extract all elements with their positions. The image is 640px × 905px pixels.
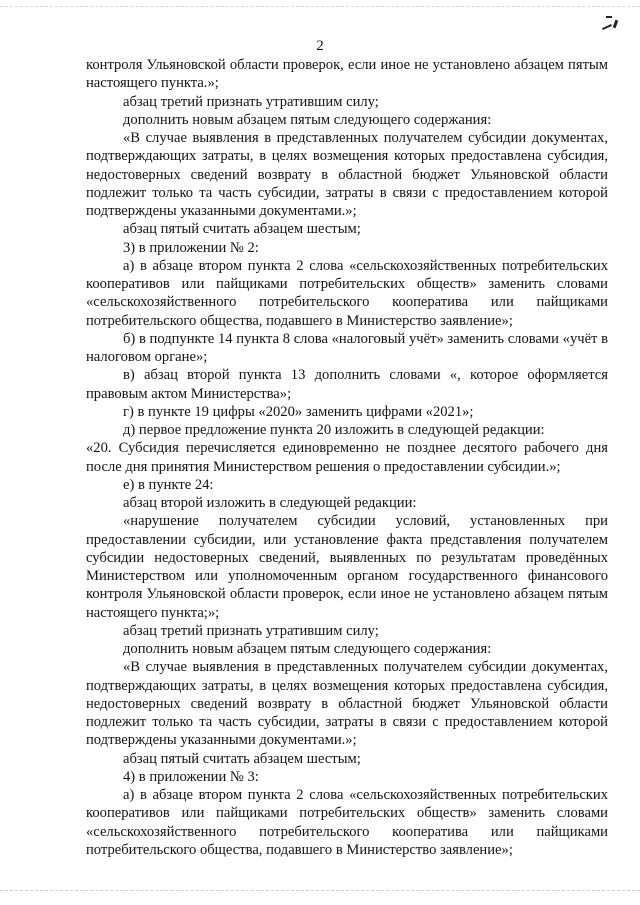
scan-edge-bottom [0, 890, 640, 895]
paragraph: «В случае выявления в представленных получателем субсидии документах, подтверждающих затраты, в целях возмещения которых предоставлена субсидия, недостоверных сведений возврату в областной бюджет Ульяновской области подлежит только та часть субсидии, затраты в связи с предоставлением которой подтверждены указанными документами.»; [86, 659, 608, 749]
paragraph: а) в абзаце втором пункта 2 слова «сельскохозяйственных потребительских кооперативов или пайщиками потребительских обществ» заменить словами «сельскохозяйственного потребительского кооператива или пайщиками потребительского общества, подавшего в Министерство заявление»; [86, 257, 608, 329]
paragraph: в) абзац второй пункта 13 дополнить словами «, которое оформляется правовым актом Министерства»; [86, 367, 608, 402]
paragraph: 4) в приложении № 3: [123, 768, 259, 785]
paragraph: дополнить новым абзацем пятым следующего содержания: [123, 641, 492, 657]
scan-edge-top [0, 6, 640, 11]
paragraph: д) первое предложение пункта 20 изложить в следующей редакции: [123, 422, 545, 438]
page-number: 2 [316, 38, 324, 54]
paragraph: абзац пятый считать абзацем шестым; [123, 221, 361, 238]
paragraph: а) в абзаце втором пункта 2 слова «сельскохозяйственных потребительских кооперативов или пайщиками потребительских обществ» заменить словами «сельскохозяйственного потребительского кооператива или пайщиками потребительского общества, подавшего в Министерство заявление»; [86, 787, 608, 858]
paragraph: г) в пункте 19 цифры «2020» заменить цифрами «2021»; [123, 403, 474, 420]
paragraph: абзац третий признать утратившим силу; [123, 622, 379, 639]
paragraph: 3) в приложении № 2: [123, 239, 259, 256]
paragraph: контроля Ульяновской области проверок, если иное не установлено абзацем пятым настоящего пункта.»; [86, 57, 608, 92]
paragraph: «В случае выявления в представленных получателем субсидии документах, подтверждающих затраты, в целях возмещения которых предоставлена субсидия, недостоверных сведений возврату в областной бюджет Ульяновской области подлежит только та часть субсидии, затраты в связи с предоставлением которой подтверждены указанными документами.»; [86, 130, 608, 219]
paragraph: б) в подпункте 14 пункта 8 слова «налоговый учёт» заменить словами «учёт в налоговом органе»; [86, 330, 608, 365]
document-body [86, 56, 608, 859]
paragraph: «20. Субсидия перечисляется единовременно не позднее десятого рабочего дня после дня принятия Министерством решения о предоставлении субсидии.»; [86, 440, 608, 475]
paragraph: абзац третий признать утратившим силу; [123, 93, 379, 110]
paragraph: дополнить новым абзацем пятым следующего содержания: [123, 111, 492, 128]
paragraph: е) в пункте 24: [123, 476, 214, 493]
paragraph: абзац пятый считать абзацем шестым; [123, 750, 361, 767]
paragraph: «нарушение получателем субсидии условий, установленных при предоставлении субсидии, или установление факта представления получателем субсидии недостоверных сведений, выявленных по результатам проведённых Министерством или уполномоченным органом государственного финансового контроля Ульяновской области проверок, если иное не установлено абзацем пятым настоящего пункта;»; [86, 513, 608, 621]
paragraph: абзац второй изложить в следующей редакции: [123, 495, 417, 511]
